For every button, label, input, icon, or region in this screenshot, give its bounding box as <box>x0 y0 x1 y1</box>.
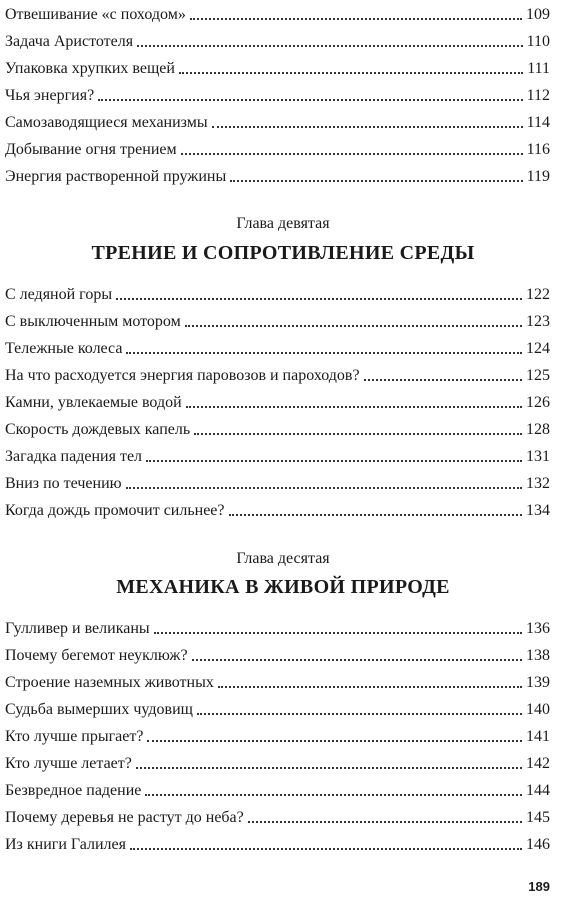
entry-page: 109 <box>526 6 550 23</box>
dot-leader <box>248 821 522 823</box>
dot-leader <box>229 514 523 516</box>
entry-page: 119 <box>526 168 550 185</box>
chapter-label: Глава девятая <box>236 215 330 232</box>
entry-title: Задача Аристотеля <box>5 33 134 50</box>
entry-page: 141 <box>526 728 550 745</box>
toc-entry <box>5 415 550 439</box>
entry-title: Отвешивание «с походом» <box>5 6 186 23</box>
entry-title: С ледяной горы <box>5 286 113 303</box>
entry-page: 142 <box>526 755 550 772</box>
entry-title: Самозаводящиеся механизмы <box>5 114 208 131</box>
toc-entry <box>5 668 550 692</box>
entry-title: Кто лучше прыгает? <box>5 728 144 745</box>
entry-page: 125 <box>526 367 550 384</box>
dot-leader <box>230 180 522 182</box>
entry-title: Почему деревья не растут до неба? <box>5 809 244 826</box>
toc-entry <box>5 81 550 105</box>
dot-leader <box>147 740 522 742</box>
toc-entry <box>5 722 550 746</box>
toc-entry <box>5 0 550 24</box>
dot-leader <box>185 325 522 327</box>
dot-leader <box>218 686 522 688</box>
entry-page: 145 <box>526 809 550 826</box>
toc-entry <box>5 135 550 159</box>
toc-entry <box>5 695 550 719</box>
entry-page: 132 <box>526 475 550 492</box>
entry-page: 131 <box>526 448 550 465</box>
entry-page: 126 <box>526 394 550 411</box>
dot-leader <box>98 99 522 101</box>
toc-entry <box>5 830 550 854</box>
toc-entry <box>5 162 550 186</box>
entry-page: 144 <box>526 782 550 799</box>
chapter-title: ТРЕНИЕ И СОПРОТИВЛЕНИЕ СРЕДЫ <box>91 242 475 264</box>
entry-page: 110 <box>526 33 550 50</box>
entry-title: Энергия растворенной пружины <box>5 168 227 185</box>
dot-leader <box>212 126 523 128</box>
dot-leader <box>197 713 522 715</box>
entry-title: Почему бегемот неуклюж? <box>5 647 188 664</box>
entry-page: 124 <box>526 340 550 357</box>
dot-leader <box>194 433 522 435</box>
page-number: 189 <box>528 879 550 894</box>
toc-entry <box>5 388 550 412</box>
entry-title: С выключенным мотором <box>5 313 181 330</box>
dot-leader <box>116 298 522 300</box>
entry-page: 139 <box>526 674 550 691</box>
toc-entry <box>5 614 550 638</box>
entry-page: 114 <box>526 114 550 131</box>
entry-page: 112 <box>526 87 550 104</box>
toc-entry <box>5 334 550 358</box>
toc-entry <box>5 54 550 78</box>
entry-title: Скорость дождевых капель <box>5 421 191 438</box>
chapter-title: МЕХАНИКА В ЖИВОЙ ПРИРОДЕ <box>116 576 450 598</box>
toc-entry <box>5 27 550 51</box>
dot-leader <box>364 379 522 381</box>
entry-title: Из книги Галилея <box>5 836 126 853</box>
dot-leader <box>179 72 523 74</box>
dot-leader <box>146 460 522 462</box>
entry-page: 146 <box>526 836 550 853</box>
entry-page: 116 <box>526 141 550 158</box>
entry-title: Когда дождь промочит сильнее? <box>5 502 225 519</box>
entry-page: 140 <box>526 701 550 718</box>
toc-entry <box>5 307 550 331</box>
dot-leader <box>190 18 522 20</box>
entry-title: Загадка падения тел <box>5 448 143 465</box>
toc-entry <box>5 469 550 493</box>
entry-title: Упаковка хрупких вещей <box>5 60 175 77</box>
dot-leader <box>145 794 522 796</box>
toc-entry <box>5 641 550 665</box>
dot-leader <box>186 406 522 408</box>
dot-leader <box>126 352 522 354</box>
toc-entry <box>5 803 550 827</box>
entry-title: Гулливер и великаны <box>5 620 150 637</box>
entry-page: 111 <box>527 60 550 77</box>
toc-entry <box>5 280 550 304</box>
entry-page: 134 <box>526 502 550 519</box>
entry-title: Чья энергия? <box>5 87 95 104</box>
toc-entry <box>5 442 550 466</box>
entry-page: 136 <box>526 620 550 637</box>
entry-title: На что расходуется энергия паровозов и пароходов? <box>5 367 360 384</box>
dot-leader <box>154 632 522 634</box>
toc-entry <box>5 108 550 132</box>
dot-leader <box>126 487 522 489</box>
entry-title: Судьба вымерших чудовищ <box>5 701 193 718</box>
toc-entry <box>5 776 550 800</box>
chapter-label: Глава десятая <box>236 550 330 567</box>
entry-title: Добывание огня трением <box>5 141 177 158</box>
entry-title: Вниз по течению <box>5 475 122 492</box>
dot-leader <box>137 45 523 47</box>
entry-title: Кто лучше летает? <box>5 755 132 772</box>
entry-page: 122 <box>526 286 550 303</box>
entry-title: Безвредное падение <box>5 782 142 799</box>
toc-entry <box>5 749 550 773</box>
toc-entry <box>5 496 550 520</box>
entry-page: 123 <box>526 313 550 330</box>
entry-title: Камни, увлекаемые водой <box>5 394 182 411</box>
entry-title: Строение наземных животных <box>5 674 214 691</box>
entry-title: Тележные колеса <box>5 340 123 357</box>
entry-page: 128 <box>526 421 550 438</box>
entry-page: 138 <box>526 647 550 664</box>
dot-leader <box>192 659 522 661</box>
dot-leader <box>181 153 523 155</box>
toc-entry <box>5 361 550 385</box>
dot-leader <box>136 767 522 769</box>
dot-leader <box>130 848 522 850</box>
